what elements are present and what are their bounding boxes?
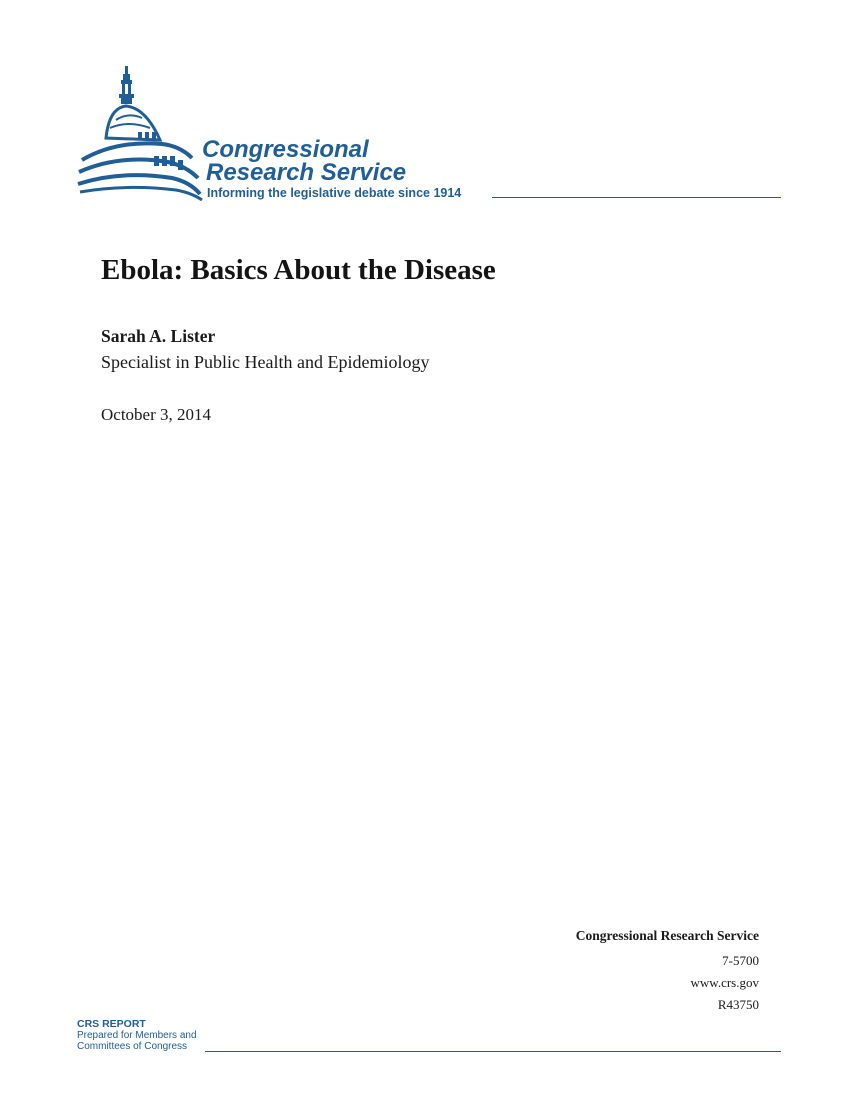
report-date: October 3, 2014	[101, 405, 212, 424]
cover-meta-block	[576, 925, 759, 1016]
header-divider	[492, 197, 781, 198]
meta-report-number: R43750	[717, 997, 759, 1012]
brand-name-line-1: Congressional	[202, 136, 369, 163]
meta-organization: Congressional Research Service	[575, 928, 759, 943]
footer-line-2: Committees of Congress	[77, 1041, 188, 1052]
brand-tagline: Informing the legislative debate since 1914	[207, 186, 462, 200]
meta-website: www.crs.gov	[690, 975, 759, 990]
footer-report-label: CRS REPORT	[77, 1018, 146, 1030]
footer-line-1: Prepared for Members and	[77, 1030, 197, 1041]
report-title: Ebola: Basics About the Disease	[101, 254, 496, 286]
footer-label	[77, 1019, 197, 1052]
author-role: Specialist in Public Health and Epidemiology	[101, 352, 430, 372]
brand-name-line-2: Research Service	[206, 159, 407, 186]
footer-divider	[205, 1051, 781, 1052]
author-name: Sarah A. Lister	[101, 326, 216, 346]
capitol-dome-icon	[76, 62, 204, 202]
meta-code: 7-5700	[722, 953, 759, 968]
